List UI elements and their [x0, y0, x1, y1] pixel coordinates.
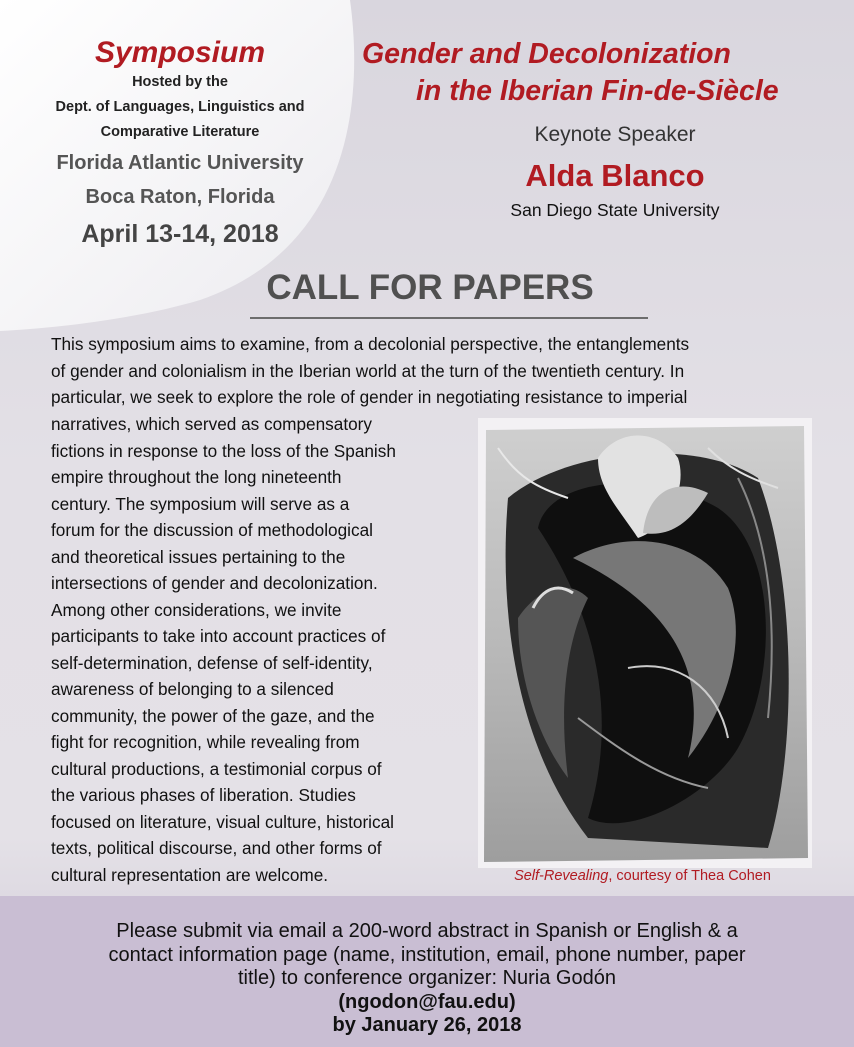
- body-line: fight for recognition, while revealing from: [51, 732, 360, 752]
- body-line: particular, we seek to explore the role of gender in negotiating resistance to imperial: [51, 387, 688, 407]
- body-line: the various phases of liberation. Studies: [51, 785, 356, 805]
- heading-underline: [250, 317, 648, 319]
- description-column: [51, 411, 471, 888]
- body-line: Among other considerations, we invite: [51, 599, 342, 620]
- body-line: cultural representation are welcome.: [51, 864, 329, 885]
- call-for-papers-heading: CALL FOR PAPERS: [266, 268, 594, 307]
- keynote-block: [460, 120, 770, 222]
- submission-deadline: by January 26, 2018: [332, 1014, 522, 1036]
- speaker-name: Alda Blanco: [525, 158, 705, 193]
- department-line-1: Dept. of Languages, Linguistics and: [55, 99, 305, 115]
- body-line: empire throughout the long nineteenth: [51, 467, 342, 487]
- university-name: Florida Atlantic University: [56, 152, 304, 174]
- artwork-caption: [470, 868, 815, 884]
- location: Boca Raton, Florida: [85, 186, 275, 208]
- body-line: cultural productions, a testimonial corpus of: [51, 758, 382, 779]
- keynote-label: Keynote Speaker: [534, 123, 696, 146]
- body-line: of gender and colonialism in the Iberian world at the turn of the twentieth century. In: [51, 360, 685, 381]
- body-line: texts, political discourse, and other forms of: [51, 838, 382, 858]
- artwork-credit: , courtesy of Thea Cohen: [608, 868, 771, 884]
- symposium-title-line-1: Gender and Decolonization: [362, 38, 731, 70]
- body-line: narratives, which served as compensatory: [51, 414, 372, 434]
- symposium-title-line-2: in the Iberian Fin-de-Siècle: [416, 75, 779, 107]
- footer-line: contact information page (name, institution, email, phone number, paper: [108, 943, 746, 966]
- body-line: century. The symposium will serve as a: [51, 493, 350, 514]
- organizer-email[interactable]: (ngodon@fau.edu): [338, 990, 516, 1013]
- body-line: participants to take into account practices of: [51, 626, 386, 646]
- body-line: forum for the discussion of methodological: [51, 520, 373, 540]
- body-line: intersections of gender and decolonization.: [51, 573, 378, 593]
- body-line: focused on literature, visual culture, historical: [51, 811, 394, 832]
- hosted-by-line: Hosted by the: [132, 74, 228, 90]
- submission-instructions: [0, 920, 854, 1038]
- body-line: and theoretical issues pertaining to the: [51, 546, 346, 567]
- organizer-text: title) to conference organizer: Nuria Godón: [238, 967, 616, 989]
- body-line: community, the power of the gaze, and the: [51, 705, 375, 726]
- event-info: [20, 36, 340, 251]
- artwork-image: [478, 418, 812, 868]
- artwork-title: Self-Revealing: [514, 868, 609, 884]
- footer-line: Please submit via email a 200-word abstract in Spanish or English & a: [116, 920, 738, 942]
- symposium-heading: Symposium: [94, 36, 266, 69]
- event-dates: April 13-14, 2018: [81, 220, 279, 248]
- body-line: This symposium aims to examine, from a decolonial perspective, the entanglements: [51, 334, 690, 354]
- body-line: self-determination, defense of self-identity,: [51, 652, 373, 673]
- body-line: fictions in response to the loss of the Spanish: [51, 440, 396, 461]
- speaker-affiliation: San Diego State University: [510, 200, 720, 220]
- footer-line: [0, 967, 854, 1014]
- description-intro: [51, 331, 821, 411]
- body-line: awareness of belonging to a silenced: [51, 679, 334, 699]
- department-line-2: Comparative Literature: [100, 124, 260, 140]
